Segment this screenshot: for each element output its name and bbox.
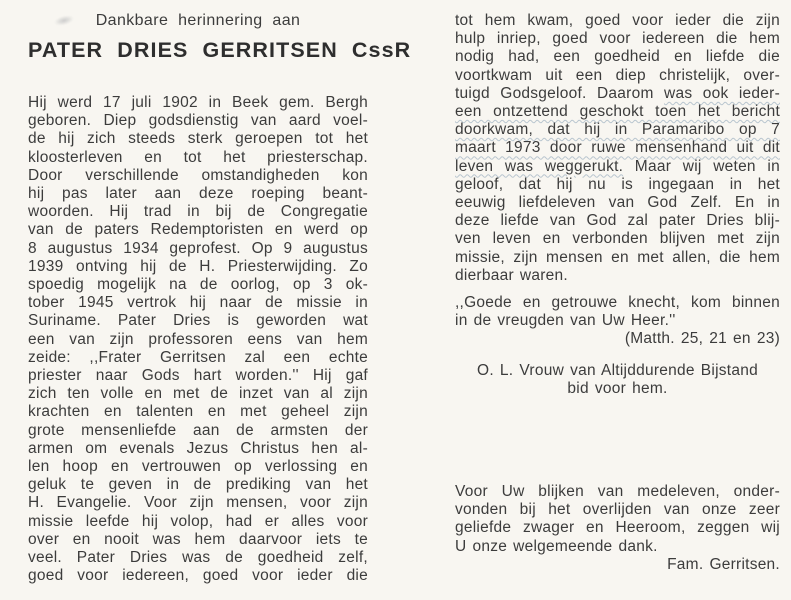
biography-paragraph [28, 94, 368, 585]
text-line: woorden. Hij trad in bij de Congregatie [28, 203, 368, 221]
family-signature: Fam. Gerritsen. [667, 555, 780, 573]
text-line: ven leven en verbonden blijven met zijn [455, 230, 780, 248]
text-line: zeide: ,,Frater Gerritsen zal een echte [28, 348, 368, 366]
text-line: hulp inriep, goed voor iedereen die hem [455, 30, 780, 48]
pencil-underlined-line: een ontzettend geschokt toen het bericht [455, 103, 780, 121]
family-thanks-paragraph [455, 483, 780, 574]
pencil-underlined-segment: was ook ieder- [664, 84, 780, 102]
text-line: van de paters Redemptoristen en werd op [28, 221, 368, 239]
quote-line: ,,Goede en getrouwe knecht, kom binnen [455, 294, 780, 312]
text-line: tot hem kwam, goed voor ieder die zijn [455, 12, 780, 29]
text-line: len hoop en vertrouwen op verlossing en [28, 458, 368, 476]
text-line: nodig had, een goedheid en liefde die [455, 48, 780, 66]
text-line: over en nooit was hem daarvoor iets te [28, 530, 368, 548]
text-line: veel. Pater Dries was de goedheid zelf, [28, 549, 368, 567]
prayer-line: O. L. Vrouw van Altijddurende Bijstand [477, 361, 758, 379]
right-column [455, 0, 780, 574]
text-line: de hij zich steeds sterk geroepen tot het [28, 130, 368, 148]
biography-paragraph-continued [455, 12, 780, 285]
text-line: vonden bij het overlijden van onze zeer [455, 501, 780, 519]
text-line: 8 augustus 1934 geprofest. Op 9 augustus [28, 239, 368, 257]
text-line: krachten en talenten en met geheel zijn [28, 403, 368, 421]
text-line: geloof, dat hij nu is ingegaan in het [455, 175, 780, 193]
text-line: goed voor iedereen, goed voor ieder die [28, 567, 368, 585]
text-segment: Maar wij weten in [623, 157, 780, 175]
text-line: eeuwig liefdeleven van God Zelf. En in [455, 194, 780, 212]
scripture-reference: (Matth. 25, 21 en 23) [624, 330, 780, 348]
text-line: een van zijn professoren eens van hem [28, 330, 368, 348]
card-title: PATER DRIES GERRITSEN CssR [28, 38, 412, 62]
text-line: geliefde zwager en Heeroom, zeggen wij [455, 519, 780, 537]
text-line: Suriname. Pater Dries is geworden wat [28, 312, 368, 330]
text-line: dierbaar waren. [455, 266, 568, 284]
text-line: Door verschillende omstandigheden kon [28, 166, 368, 184]
text-line: Hij werd 17 juli 1902 in Beek gem. Bergh [28, 94, 368, 111]
text-line: hij pas later aan deze roeping beant- [28, 185, 368, 203]
text-line: H. Evangelie. Voor zijn mensen, voor zijn [28, 494, 368, 512]
text-line: grote mensenliefde aan de armsten der [28, 421, 368, 439]
text-line: missie leefde hij volop, had er alles voor [28, 512, 368, 530]
prayer-line: bid voor hem. [567, 379, 668, 397]
text-line: U onze welgemeende dank. [455, 537, 658, 555]
text-line: armen om evenals Jezus Christus hen al- [28, 439, 368, 457]
text-line: 1939 ontving hij de H. Priesterwijding. Zo [28, 257, 368, 275]
text-line: geboren. Diep godsdienstig van aard voel- [28, 112, 368, 130]
text-line: geluk te geven in de prediking van het [28, 476, 368, 494]
left-column [28, 0, 412, 585]
pencil-underlined-line: maart 1973 door ruwe mensenhand uit dit [455, 139, 780, 157]
prayer-invocation [455, 362, 780, 398]
text-line-partly-underlined [455, 158, 780, 176]
text-line: deze liefde van God zal pater Dries blij- [455, 212, 780, 230]
text-line: voortkwam uit een diep christelijk, over- [455, 66, 780, 84]
text-line: Voor Uw blijken van medeleven, onder- [455, 483, 780, 501]
text-segment: tuigd Godsgeloof. Daarom [455, 84, 665, 102]
text-line: missie, zijn mensen en met allen, die hem [455, 248, 780, 266]
quote-line: in de vreugden van Uw Heer.'' [455, 312, 676, 330]
text-line: spoedig mogelijk na de oorlog, op 3 ok- [28, 276, 368, 294]
pencil-underlined-line: doorkwam, dat hij in Paramaribo op 7 [455, 121, 780, 139]
scripture-quote [455, 294, 780, 349]
text-line: priester naar Gods hart worden.'' Hij gaf [28, 367, 368, 385]
text-line: tober 1945 vertrok hij naar de missie in [28, 294, 368, 312]
text-line-partly-underlined [455, 85, 780, 103]
pencil-underlined-segment: leven was weggerukt. [455, 157, 624, 175]
text-line: zich ten volle en met de inzet van al zijn [28, 385, 368, 403]
card-kicker: Dankbare herinnering aan [95, 12, 301, 29]
text-line: kloosterleven en tot het priesterschap. [28, 148, 368, 166]
